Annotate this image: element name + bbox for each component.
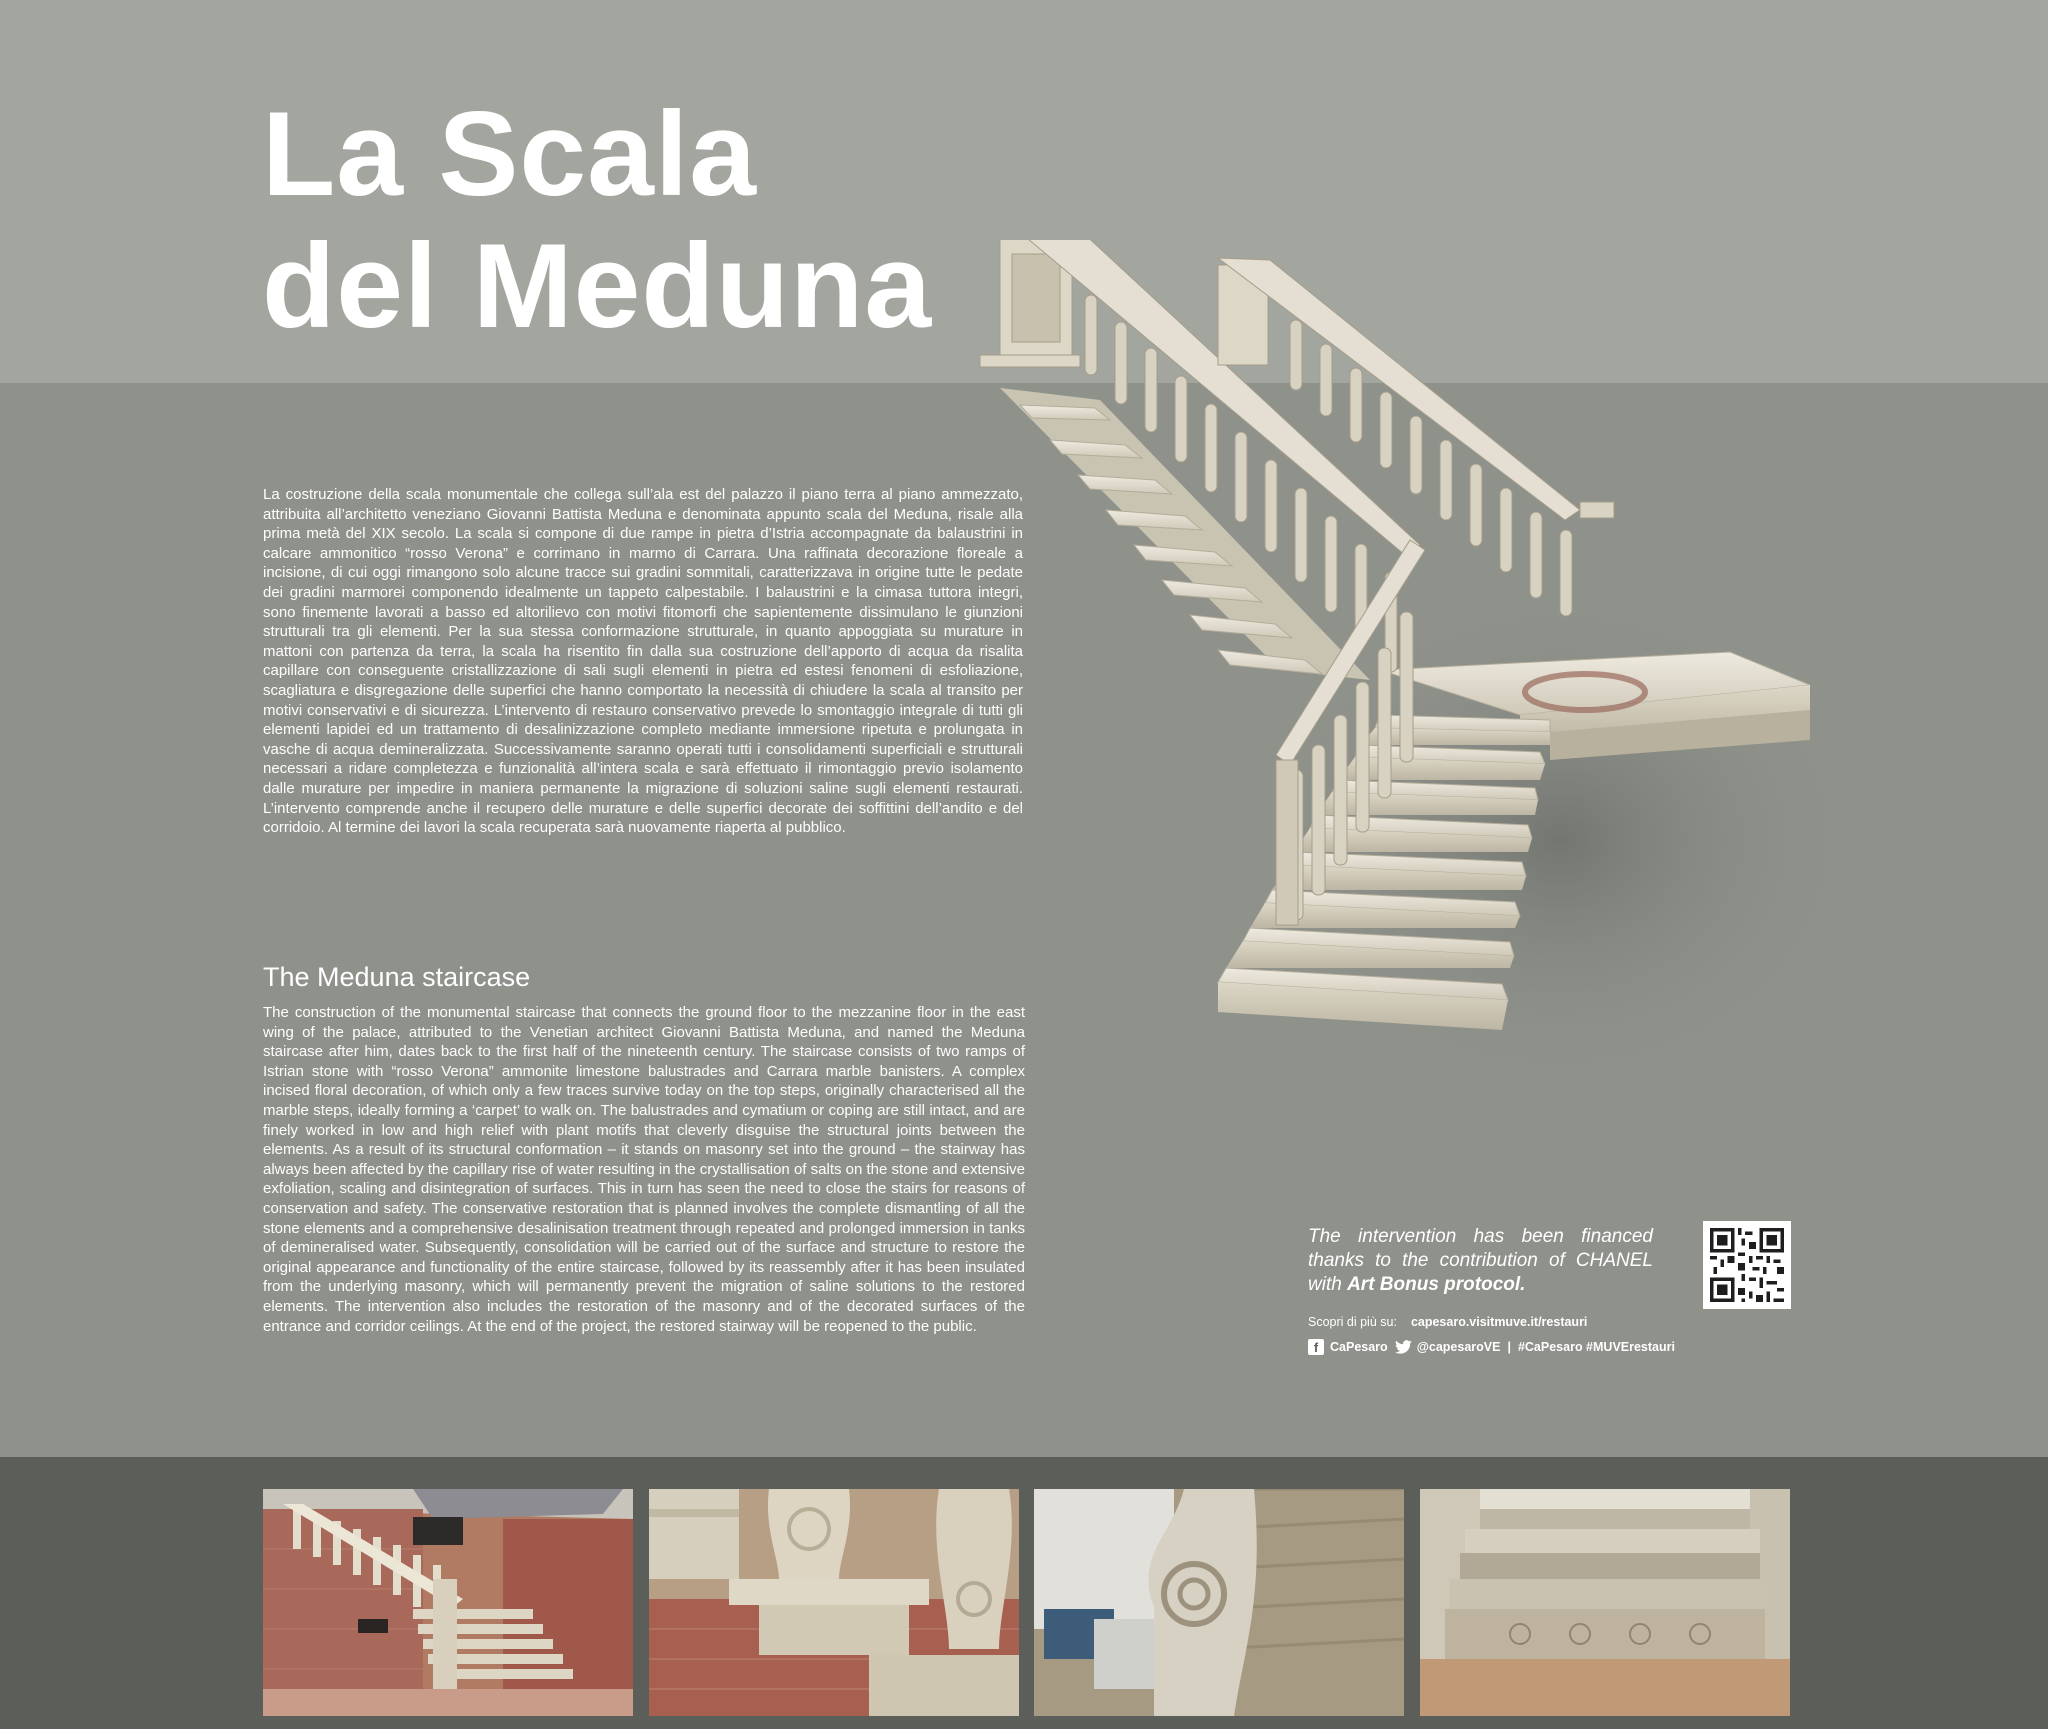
title-line-2: del Meduna (262, 219, 933, 353)
social-links (1308, 1338, 1675, 1356)
credit-text: The intervention has been financed thanks to the contribution of CHANEL with (1308, 1226, 1653, 1295)
separator: | (1507, 1340, 1511, 1354)
title-line-1: La Scala (262, 87, 757, 221)
credit-bold: Art Bonus protocol. (1347, 1274, 1526, 1295)
sponsor-credit (1308, 1225, 1653, 1297)
photo-balustrade-detail (649, 1489, 1019, 1716)
subtitle-english: The Meduna staircase (263, 962, 531, 992)
photo-staircase-brick-wall (263, 1489, 633, 1716)
more-url[interactable]: capesaro.visitmuve.it/restauri (1410, 1315, 1588, 1329)
photo-incised-steps (1420, 1489, 1790, 1716)
photo-strip (263, 1489, 1790, 1716)
photo-scroll-volute (1034, 1489, 1404, 1716)
hashtags: #CaPesaro #MUVErestauri (1517, 1340, 1675, 1354)
body-italian: La costruzione della scala monumentale che collega sull’ala est del palazzo il piano terra al piano ammezzato, attribuita all’architetto veneziano Giovanni Battista Meduna e denominata appunto scala del Meduna, risale alla prima metà del XIX secolo. La scala si compone di due rampe in pietra d’Istria accompagnate da balaustrini in calcare ammonitico “rosso Verona” e corrimano in marmo di Carrara. Una raffinata decorazione floreale a incisione, di cui oggi rimangono solo alcune tracce sui gradini sommitali, caratterizzava in origine tutte le pedate dei gradini marmorei componendo idealmente un tappeto calpestabile. I balaustrini e la cimasa tuttora integri, sono finemente lavorati a basso ed altorilievo con motivi fitomorfi che sapientemente dissimulano le giunzioni strutturali tra gli elementi. Per la sua stessa conformazione strutturale, in quanto appoggiata su murature in mattoni con partenza da terra, la scala ha risentito fin dalla sua costruzione dell’apporto di acqua da risalita capillare con conseguente cristallizzazione di sali sugli elementi in pietra ed estesi fenomeni di esfoliazione, scagliatura e disgregazione delle superfici che hanno comportato la necessità di chiudere la scala al transito per motivi conservativi e di sicurezza. L’intervento di restauro conservativo prevede lo smontaggio integrale di tutti gli elementi lapidei ed un trattamento di desalinizzazione completo mediante immersione ripetuta e prolungata in vasche di acqua demineralizzata. Successivamente saranno operati tutti i consolidamenti superficiali e strutturali necessari a ridare completezza e funzionalità all’intera scala e sarà effettuato il rimontaggio previo isolamento dalle murature per impedire in maniera permanente la migrazione di soluzioni saline sugli elementi restaurati. L’intervento comprende anche il recupero delle murature e delle superfici decorate dei soffittini dell’andito e del corridoio. Al termine dei lavori la scala recuperata sarà nuovamente riaperta al pubblico. (263, 486, 1023, 837)
staircase-render (960, 240, 1830, 1120)
body-english: The construction of the monumental staircase that connects the ground floor to the mezzanine floor in the east wing of the palace, attributed to the Venetian architect Giovanni Battista Meduna, and named the Meduna staircase after him, dates back to the first half of the nineteenth century. The staircase consists of two ramps of Istrian stone with “rosso Verona” ammonite limestone balustrades and Carrara marble banisters. A complex incised floral decoration, of which only a few traces survive today on the top steps, originally characterised all the marble steps, ideally forming a ‘carpet’ to walk on. The balustrades and cymatium or coping are still intact, and are finely worked in low and high relief with plant motifs that cleverly disguise the structural joints between the elements. As a result of its structural conformation – it stands on masonry set into the ground – the stairway has always been affected by the capillary rise of water resulting in the crystallisation of salts on the stone and extensive exfoliation, scaling and disintegration of surfaces. This in turn has seen the need to close the stairs for reasons of conservation and safety. The conservative restoration that is planned involves the complete dismantling of all the stone elements and a comprehensive desalinisation treatment through repeated and prolonged immersion in tanks of demineralised water. Subsequently, consolidation will be carried out of the surface and structure to restore the original appearance and functionality of the entire staircase, followed by its reassembly after it has been insulated from the underlying masonry, which will permanently prevent the migration of saline solutions to the restored elements. The intervention also includes the restoration of the masonry and of the decorated surfaces of the entrance and corridor ceilings. At the end of the project, the restored stairway will be reopened to the public. (263, 1004, 1025, 1335)
qr-code[interactable] (1703, 1221, 1791, 1309)
facebook-icon: f (1308, 1339, 1324, 1355)
poster-title (262, 88, 932, 352)
more-label: Scopri di più su: (1308, 1315, 1397, 1329)
twitter-handle[interactable]: @capesaroVE (1416, 1340, 1501, 1354)
facebook-handle[interactable]: CaPesaro (1330, 1340, 1388, 1354)
more-info (1308, 1314, 1587, 1330)
twitter-icon (1395, 1340, 1412, 1354)
